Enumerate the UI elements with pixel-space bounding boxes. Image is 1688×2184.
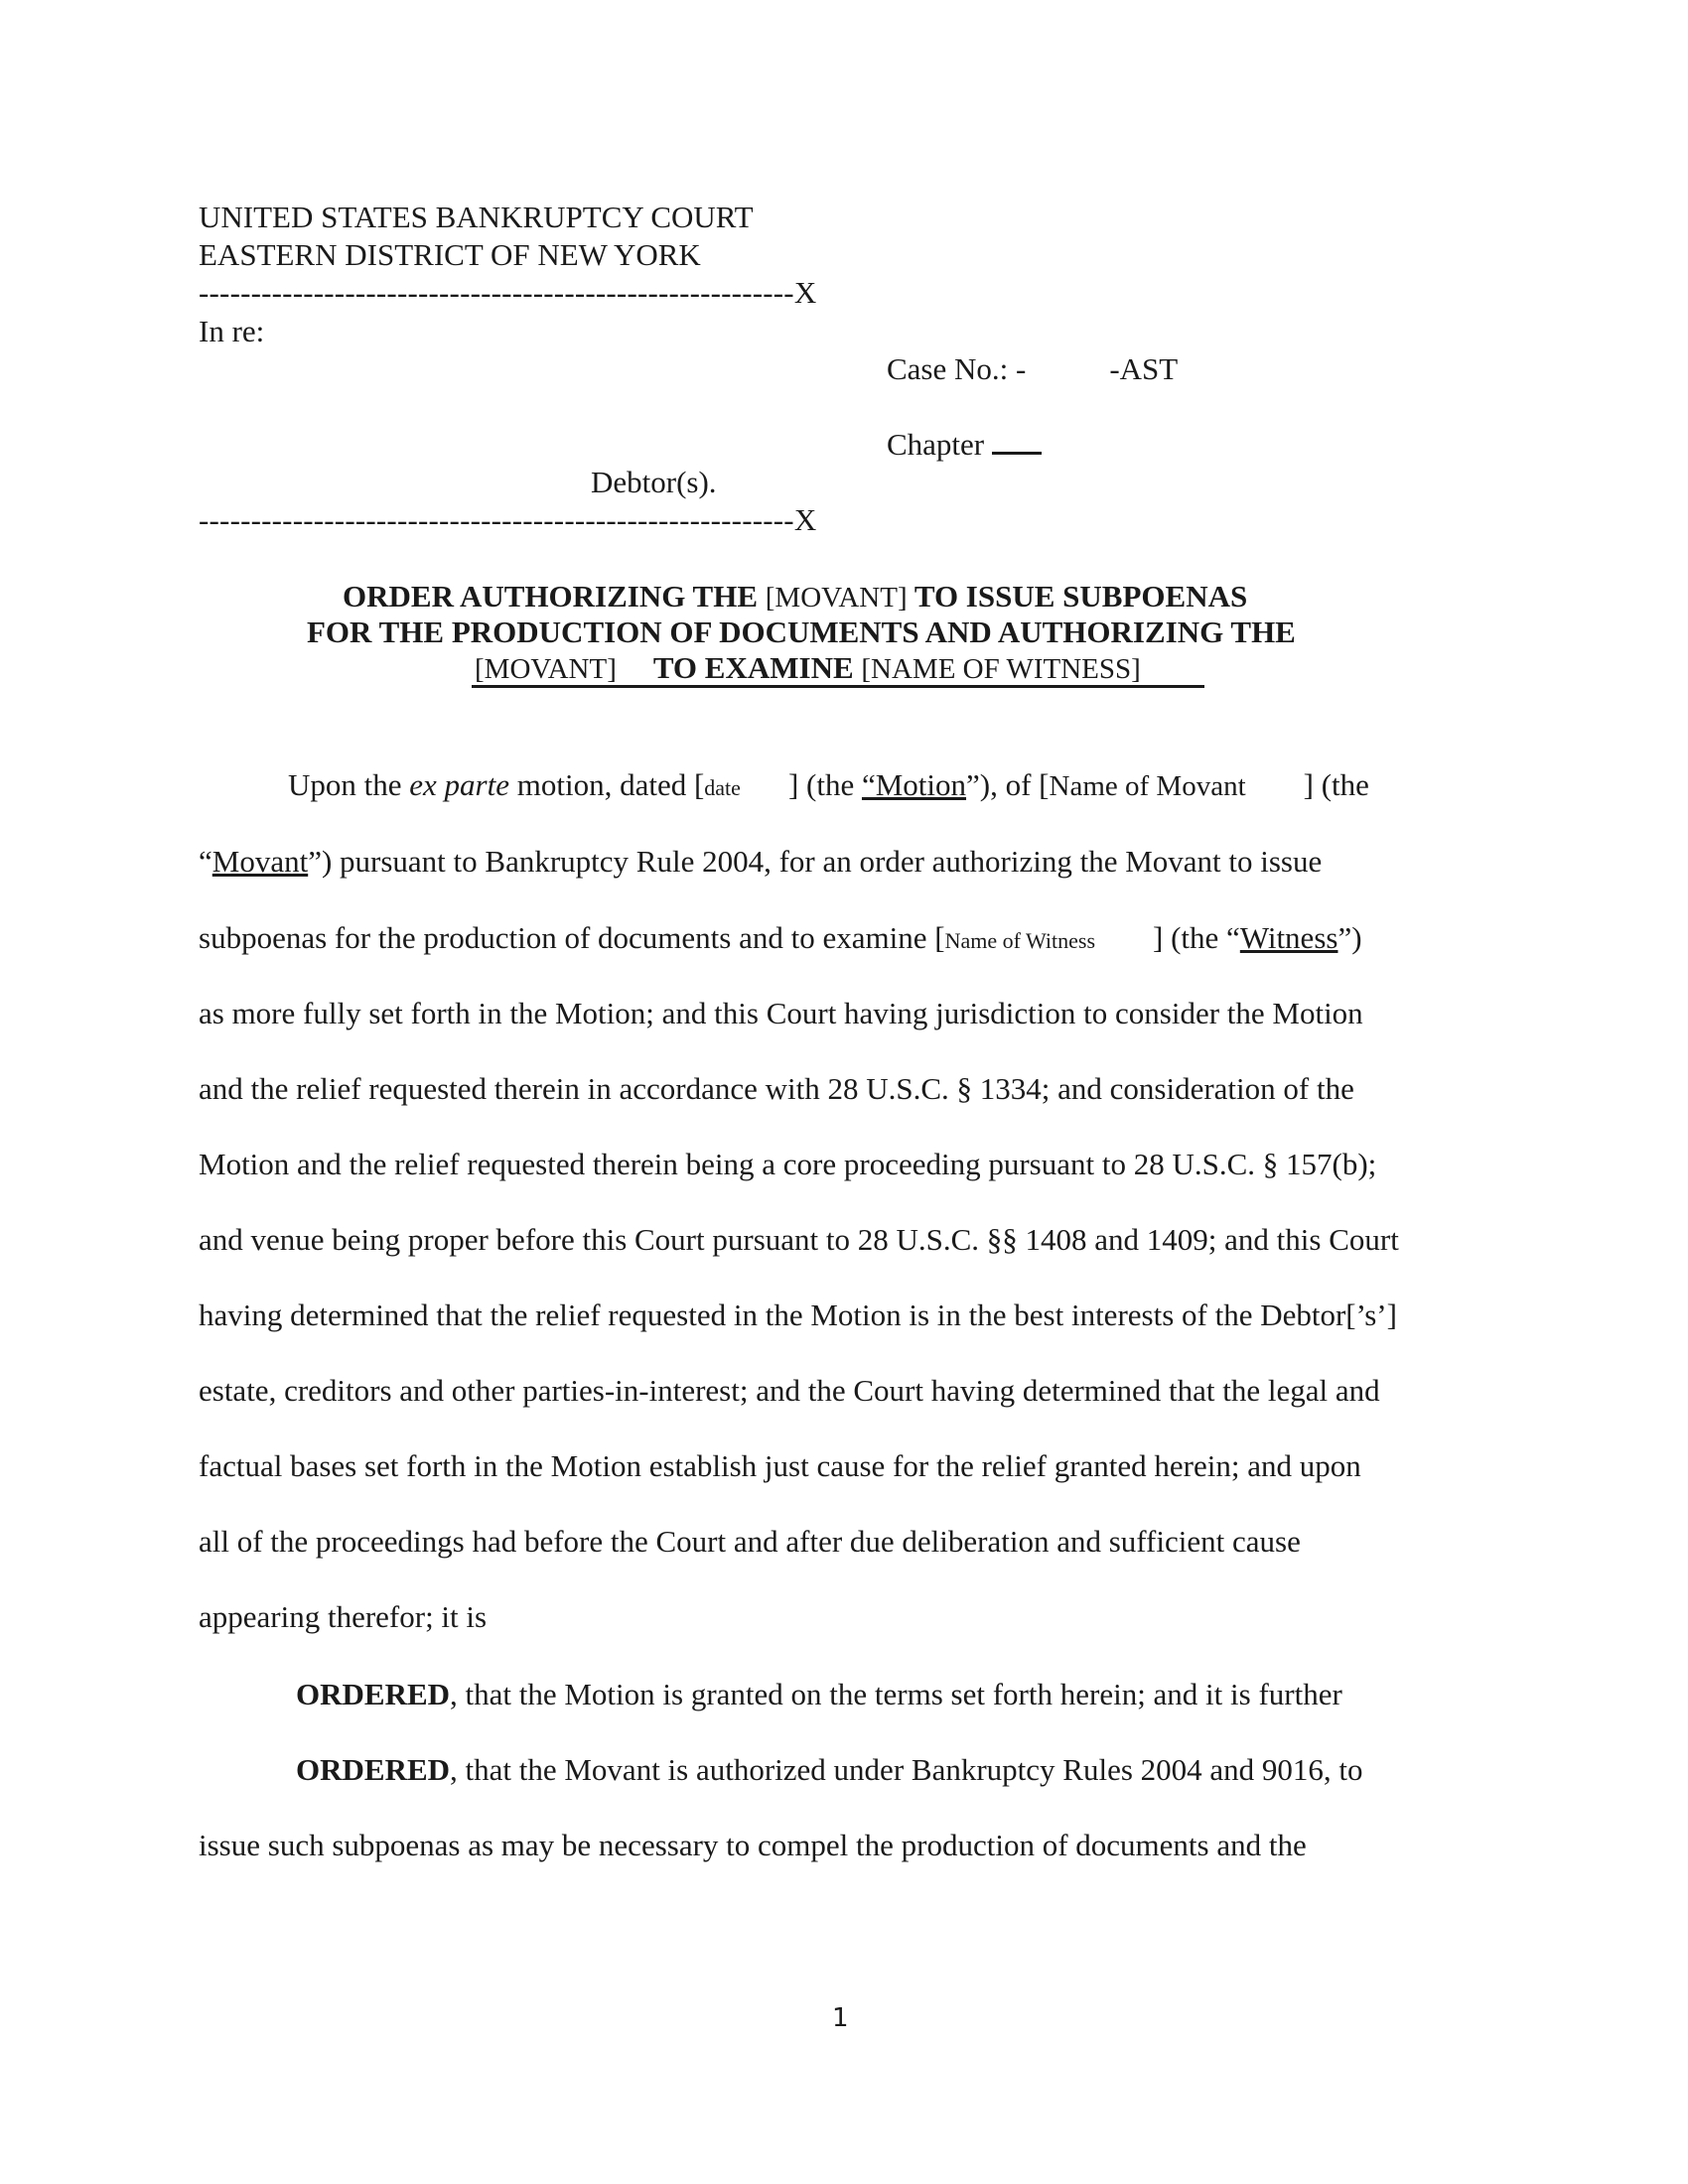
witness-name-placeholder: Name of Witness: [944, 928, 1096, 953]
ordered-heading: ORDERED: [296, 1677, 451, 1711]
caption-separator-bottom: ---------------------------------------------------------X: [199, 502, 817, 537]
page-number: 1: [832, 2003, 849, 2033]
body-text: ”): [1337, 920, 1362, 955]
title-to-examine: TO EXAMINE: [652, 650, 854, 685]
ordered-heading: ORDERED: [296, 1752, 451, 1787]
court-name: UNITED STATES BANKRUPTCY COURT: [199, 200, 754, 234]
title-movant-placeholder-2: [MOVANT]: [475, 653, 617, 685]
in-re-label: In re:: [199, 314, 265, 348]
body-text: , that the Movant is authorized under Bankruptcy Rules 2004 and 9016, to: [450, 1752, 1363, 1787]
body-line-1: [288, 769, 1369, 801]
defined-term-movant: Movant: [211, 844, 309, 879]
body-line-10: factual bases set forth in the Motion establish just cause for the relief granted herein; and upon: [199, 1448, 1361, 1483]
body-line-2: [199, 846, 1322, 877]
case-number: [887, 353, 1178, 384]
title-line-3: [475, 652, 1141, 684]
body-text: “: [199, 844, 212, 879]
body-line-9: estate, creditors and other parties-in-interest; and the Court having determined that the legal and: [199, 1373, 1380, 1408]
title-underline: [472, 685, 1204, 688]
debtor-label: Debtor(s).: [591, 465, 717, 499]
body-line-11: all of the proceedings had before the Court and after due deliberation and sufficient cause: [199, 1524, 1301, 1559]
title-line-1-end: TO ISSUE SUBPOENAS: [914, 579, 1248, 614]
body-line-15: issue such subpoenas as may be necessary to compel the production of documents and the: [199, 1828, 1307, 1862]
title-movant-placeholder: [MOVANT]: [765, 582, 908, 614]
body-line-6: Motion and the relief requested therein being a core proceeding pursuant to 28 U.S.C. § 157(b);: [199, 1147, 1377, 1181]
body-italic-ex-parte: ex parte: [409, 767, 509, 802]
chapter-blank-line: [992, 452, 1042, 455]
body-line-8: having determined that the relief requested in the Motion is in the best interests of the Debtor[’s’]: [199, 1297, 1397, 1332]
body-text: ”) pursuant to Bankruptcy Rule 2004, for an order authorizing the Movant to issue: [308, 844, 1323, 879]
title-line-1-start: ORDER AUTHORIZING THE: [343, 579, 759, 614]
court-district: EASTERN DISTRICT OF NEW YORK: [199, 237, 701, 272]
body-line-12: appearing therefor; it is: [199, 1599, 488, 1634]
body-text: ”), of [: [966, 767, 1050, 802]
body-text: motion, dated [: [508, 767, 705, 802]
body-line-4: as more fully set forth in the Motion; and this Court having jurisdiction to consider the Motion: [199, 996, 1363, 1030]
body-text: ] (the: [1303, 767, 1369, 802]
caption-separator-top: ---------------------------------------------------------X: [199, 275, 817, 310]
ordered-paragraph-1: [296, 1679, 1342, 1709]
title-witness-placeholder: [NAME OF WITNESS]: [861, 653, 1141, 685]
body-text: subpoenas for the production of documents and to examine [: [199, 920, 945, 955]
chapter-field: [887, 429, 1042, 460]
body-text: , that the Motion is granted on the terms set forth herein; and it is further: [450, 1677, 1342, 1711]
title-line-1: [343, 581, 1247, 613]
case-number-suffix: -AST: [1109, 351, 1179, 386]
case-number-label: Case No.: -: [887, 351, 1027, 386]
body-text: Upon the: [288, 767, 410, 802]
movant-name-placeholder: Name of Movant: [1049, 770, 1246, 802]
body-line-5: and the relief requested therein in accordance with 28 U.S.C. § 1334; and consideration of the: [199, 1071, 1354, 1106]
date-placeholder: date: [704, 775, 741, 800]
body-line-7: and venue being proper before this Court pursuant to 28 U.S.C. §§ 1408 and 1409; and this Court: [199, 1222, 1399, 1257]
ordered-paragraph-2: [296, 1754, 1363, 1785]
defined-term-motion: “Motion: [861, 767, 967, 802]
title-line-2: FOR THE PRODUCTION OF DOCUMENTS AND AUTHORIZING THE: [307, 614, 1296, 649]
body-text: ] (the: [787, 767, 862, 802]
body-line-3: [199, 922, 1362, 953]
chapter-label: Chapter: [887, 427, 985, 462]
body-text: ] (the “: [1153, 920, 1240, 955]
defined-term-witness: Witness: [1239, 920, 1338, 955]
